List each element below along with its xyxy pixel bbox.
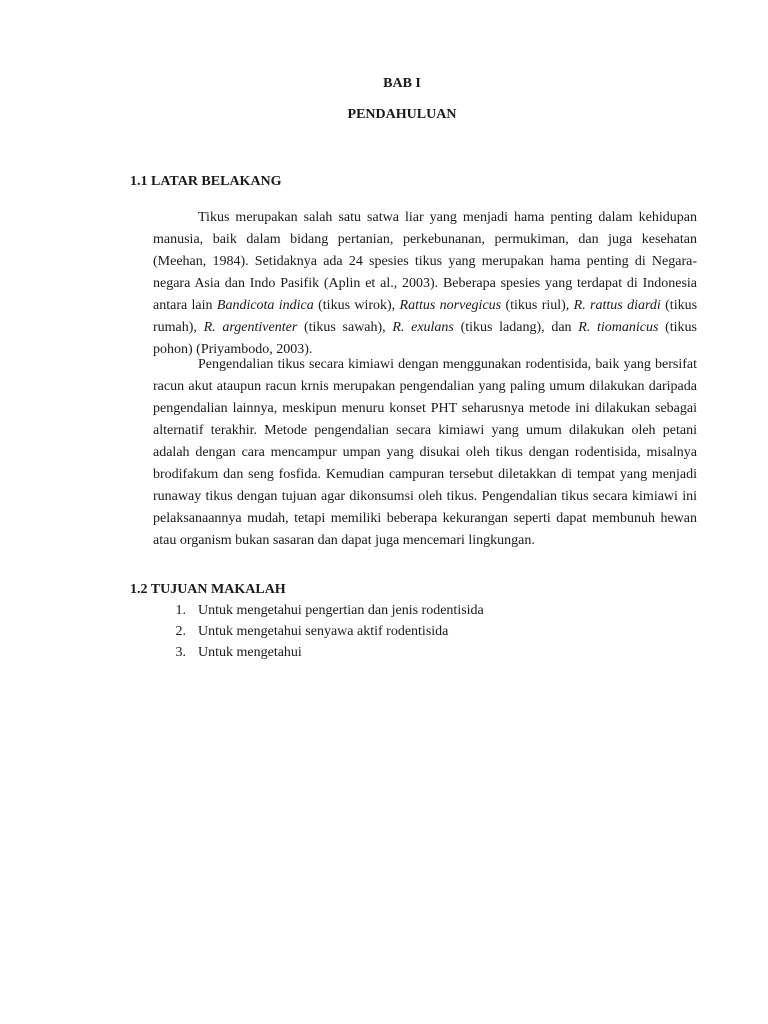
list-item-number: 3.: [175, 645, 186, 660]
species-r-exulans: R. exulans: [392, 320, 454, 335]
list-item-text: Untuk mengetahui pengertian dan jenis rodentisida: [198, 603, 484, 618]
chapter-title: PENDAHULUAN: [347, 107, 457, 122]
list-item-number: 2.: [175, 624, 186, 639]
para1-text-7: (tikus pohon) (Priyambodo, 2003).: [153, 320, 697, 357]
list-item-number: 1.: [175, 603, 186, 618]
para1-text-2: (tikus wirok),: [313, 298, 400, 313]
paragraph-background-1: [153, 207, 697, 361]
section-heading-latar-belakang: 1.1 LATAR BELAKANG: [130, 174, 282, 189]
list-item: [153, 621, 484, 642]
para1-text-5: (tikus sawah),: [297, 320, 393, 335]
para1-text-3: (tikus riul),: [501, 298, 574, 313]
list-item: [153, 642, 484, 663]
list-item-text: Untuk mengetahui: [198, 645, 302, 660]
species-r-tiomanicus: R. tiomanicus: [578, 320, 659, 335]
list-item-text: Untuk mengetahui senyawa aktif rodentisida: [198, 624, 449, 639]
list-item: [153, 600, 484, 621]
species-r-rattus-diardi: R. rattus diardi: [573, 298, 661, 313]
species-r-argentiventer: R. argentiventer: [203, 320, 298, 335]
species-rattus-norvegicus: Rattus norvegicus: [399, 298, 502, 313]
section-heading-tujuan-makalah: 1.2 TUJUAN MAKALAH: [130, 582, 286, 597]
species-bandicota-indica: Bandicota indica: [216, 298, 314, 313]
para1-text-1: Tikus merupakan salah satu satwa liar yang menjadi hama penting dalam kehidupan manusia, baik dalam bidang pertanian, perkebunanan, permukiman, dan juga kesehatan (Meehan, 1984). Setidaknya ada 24 spesies tikus yang merupakan hama penting di Negara-negara Asia dan Indo Pasifik (Aplin et al., 2003). Beberapa spesies yang terdapat di Indonesia antara lain: [153, 210, 697, 313]
chapter-number: BAB I: [383, 76, 421, 91]
para1-text-4: (tikus rumah),: [153, 298, 698, 335]
objectives-list: [153, 600, 484, 663]
para1-text-6: (tikus ladang), dan: [453, 320, 579, 335]
paragraph-background-2: Pengendalian tikus secara kimiawi dengan menggunakan rodentisida, baik yang bersifat racun akut ataupun racun krnis merupakan pengendalian yang paling umum dilakukan daripada pengendalian lainnya, meskipun menuru konset PHT seharusnya metode ini dilakukan sebagai alternatif terakhir. Metode pengendalian secara kimiawi yang umum dilakukan oleh petani adalah dengan cara mencampur umpan yang disukai oleh tikus dengan rodentisida, misalnya brodifakum dan seng fosfida. Kemudian campuran tersebut diletakkan di tempat yang menjadi runaway tikus dengan tujuan agar dikonsumsi oleh tikus. Pengendalian tikus secara kimiawi ini pelaksanaannya mudah, tetapi memiliki beberapa kekurangan seperti dapat membunuh hewan atau organism bukan sasaran dan dapat juga mencemari lingkungan.: [153, 357, 697, 548]
